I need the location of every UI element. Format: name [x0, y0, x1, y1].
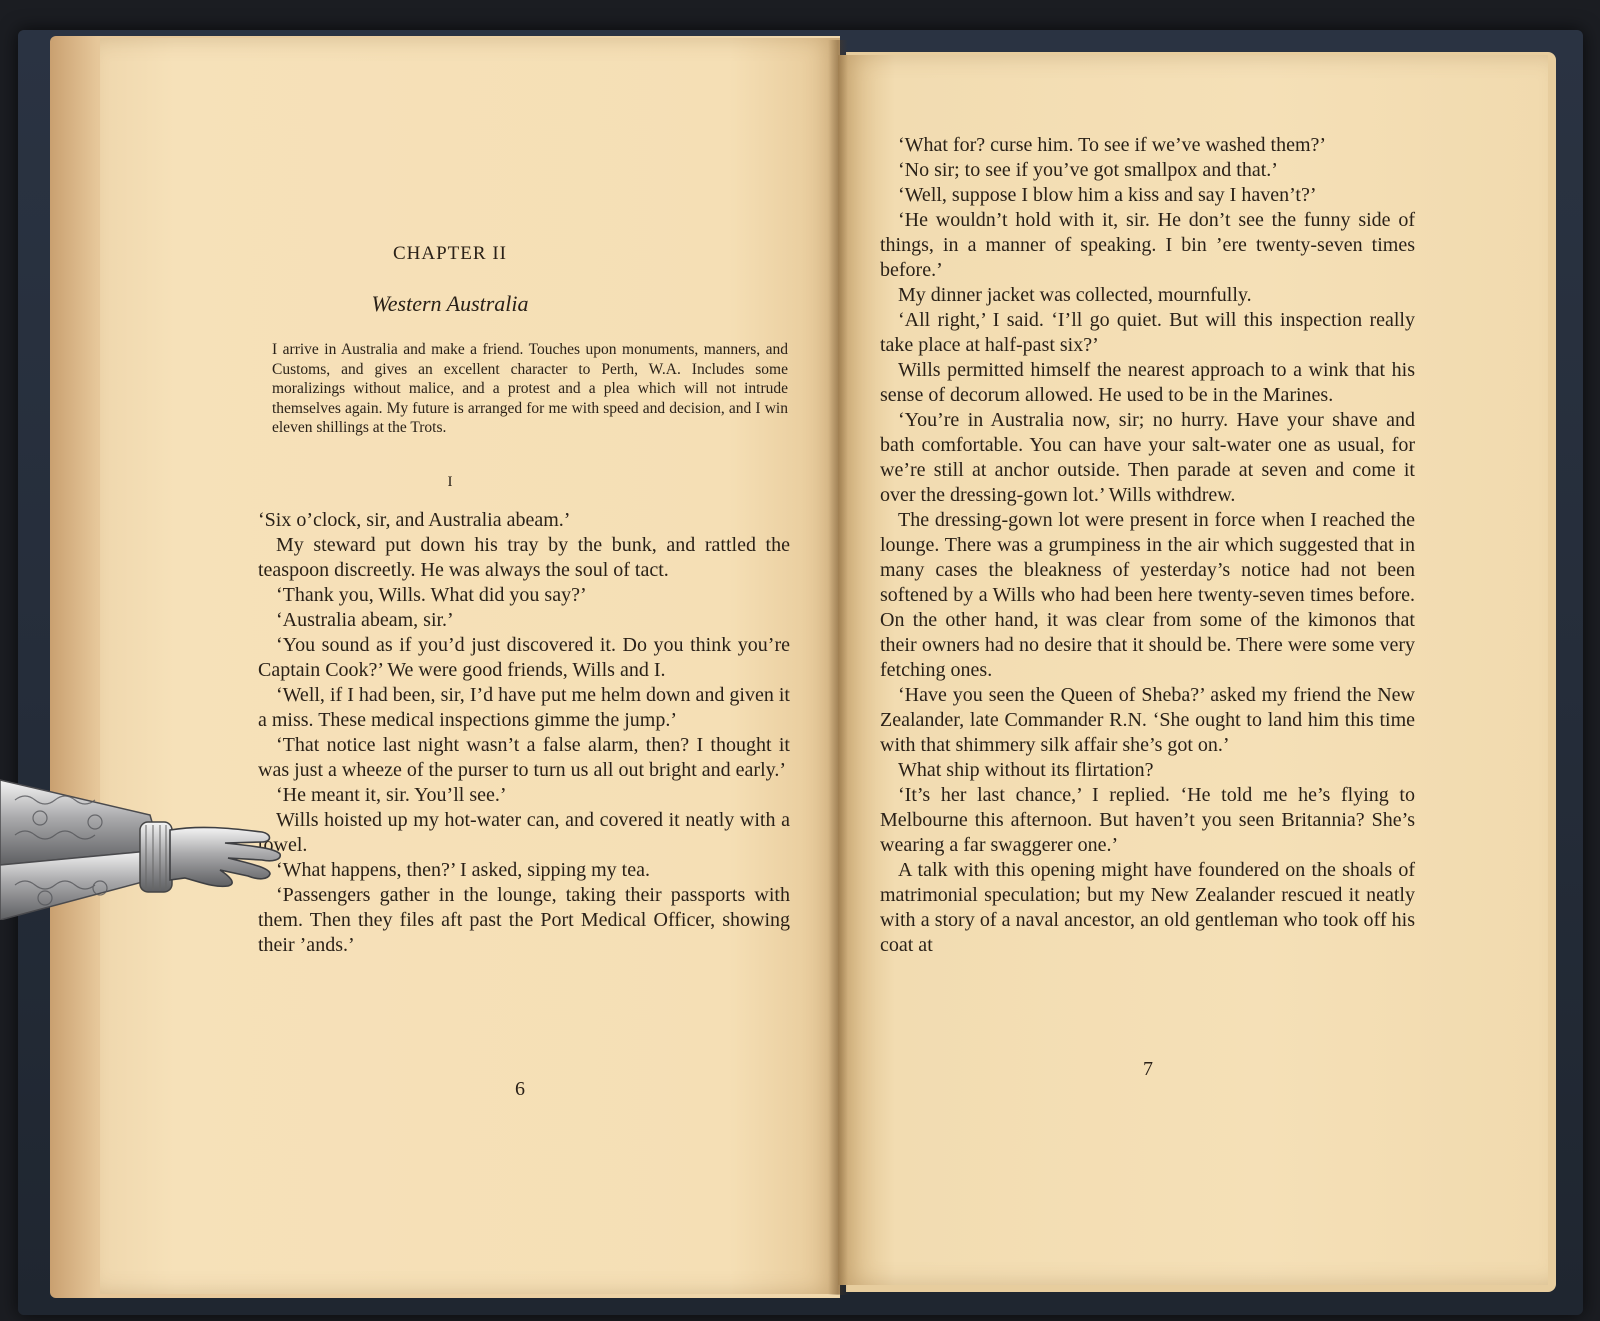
paragraph: ‘Australia abeam, sir.’ [276, 609, 454, 631]
paragraph: A talk with this opening might have foundered on the shoals of matrimonial speculation; but my New Zealander rescued it neatly with a story of a naval ancestor, an old gentleman who took off his coat at [880, 859, 1415, 956]
paragraph: What ship without its flirtation? [898, 759, 1154, 781]
left-page [100, 38, 840, 1294]
left-body-text [258, 508, 790, 958]
chapter-synopsis: I arrive in Australia and make a friend. Touches upon monuments, manners, and Customs, and gives an excellent character to Perth, W.A. Includes some moralizings without malice, and a protest and a plea which will not intrude themselves again. My future is arranged for me with speed and decision, and I win eleven shillings at the Trots. [272, 341, 788, 436]
paragraph: ‘You sound as if you’d just discovered it. Do you think you’re Captain Cook?’ We were good friends, Wills and I. [258, 634, 790, 681]
paragraph: ‘Six o’clock, sir, and Australia abeam.’ [258, 509, 571, 531]
paragraph: ‘He wouldn’t hold with it, sir. He don’t see the funny side of things, in a manner of speaking. I bin ’ere twenty-seven times before.’ [880, 209, 1415, 281]
book-gutter [828, 40, 848, 1295]
right-page [838, 55, 1548, 1285]
chapter-heading: CHAPTER II [393, 243, 507, 264]
paragraph: ‘No sir; to see if you’ve got smallpox and that.’ [898, 159, 1278, 181]
silver-hand-bookmark-icon [0, 770, 290, 920]
paragraph: ‘Thank you, Wills. What did you say?’ [276, 584, 587, 606]
right-body-text [880, 133, 1415, 958]
paragraph: ‘All right,’ I said. ‘I’ll go quiet. But will this inspection really take place at half-past six?’ [880, 309, 1415, 356]
paragraph: ‘You’re in Australia now, sir; no hurry. Have your shave and bath comfortable. You can have your salt-water one as usual, for we’re still at anchor outside. Then parade at seven and come it over the dressing-gown lot.’ Wills withdrew. [880, 409, 1415, 506]
paragraph: ‘Have you seen the Queen of Sheba?’ asked my friend the New Zealander, late Commander R.N. ‘She ought to land him this time with that shimmery silk affair she’s got on.’ [880, 684, 1415, 756]
paragraph: ‘He meant it, sir. You’ll see.’ [276, 784, 507, 806]
paragraph: My dinner jacket was collected, mournfully. [898, 284, 1252, 306]
paragraph: ‘That notice last night wasn’t a false alarm, then? I thought it was just a wheeze of the purser to turn us all out bright and early.’ [258, 734, 790, 781]
chapter-title: Western Australia [371, 291, 529, 316]
page-number-left: 6 [515, 1078, 525, 1100]
paragraph: ‘Well, if I had been, sir, I’d have put me helm down and given it a miss. These medical inspections gimme the jump.’ [258, 684, 790, 731]
section-number: I [447, 474, 453, 490]
paragraph: The dressing-gown lot were present in force when I reached the lounge. There was a grumpiness in the air which suggested that in many cases the bleakness of yesterday’s notice had not been softened by a Wills who had been here twenty-seven times before. On the other hand, it was clear from some of the kimonos that their owners had no desire that it should be. There were some very fetching ones. [880, 509, 1415, 681]
paragraph: Wills permitted himself the nearest approach to a wink that his sense of decorum allowed. He used to be in the Marines. [880, 359, 1415, 406]
paragraph: My steward put down his tray by the bunk, and rattled the teaspoon discreetly. He was always the soul of tact. [258, 534, 790, 581]
paragraph: ‘It’s her last chance,’ I replied. ‘He told me he’s flying to Melbourne this afternoon. But haven’t you seen Britannia? She’s wearing a far swaggerer one.’ [880, 784, 1415, 856]
paragraph: ‘Well, suppose I blow him a kiss and say I haven’t?’ [898, 184, 1317, 206]
paragraph: Wills hoisted up my hot-water can, and covered it neatly with a towel. [258, 809, 790, 856]
paragraph: ‘What happens, then?’ I asked, sipping my tea. [276, 859, 650, 881]
paragraph: ‘What for? curse him. To see if we’ve washed them?’ [898, 134, 1327, 156]
page-number-right: 7 [1143, 1058, 1153, 1080]
paragraph: ‘Passengers gather in the lounge, taking their passports with them. Then they files aft past the Port Medical Officer, showing their ’ands.’ [258, 884, 790, 956]
